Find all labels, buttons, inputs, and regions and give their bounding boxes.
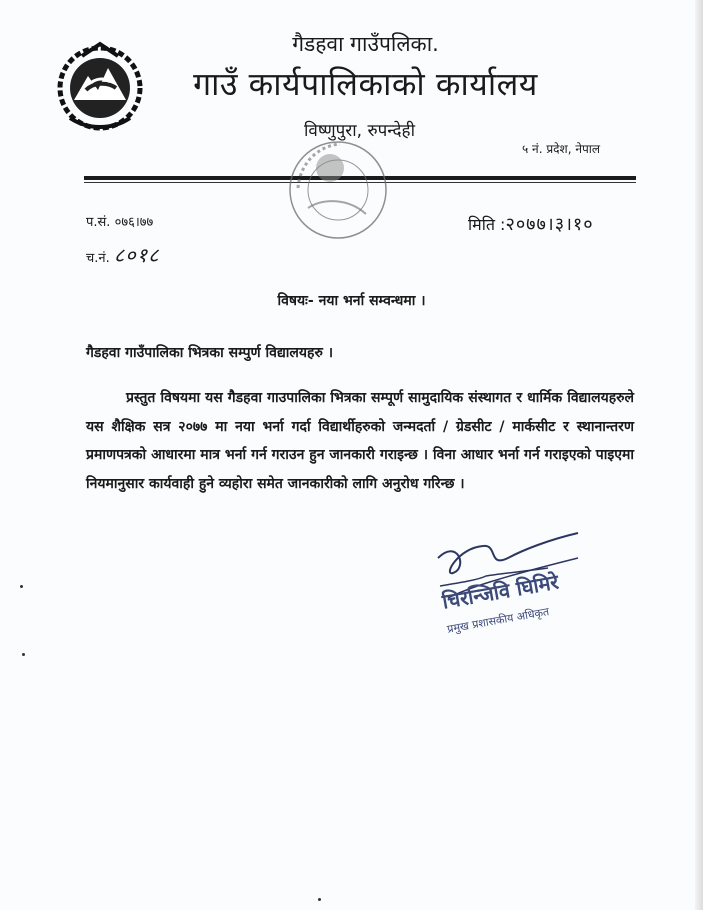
subject-line: विषयः- नया भर्ना सम्वन्धमा । xyxy=(277,293,426,309)
dispatch-value-handwritten: ८०१८ xyxy=(113,243,160,267)
office-location: विष्णुपुरा, रुपन्देही xyxy=(304,121,415,141)
dispatch-number xyxy=(86,241,160,268)
addressee-line: गैडहवा गाउँपालिका भित्रका सम्पुर्ण विद्यालयहरु । xyxy=(86,345,333,361)
province-label: ५ नं. प्रदेश, नेपाल xyxy=(522,142,601,156)
reference-ps: प.सं. ०७६।७७ xyxy=(86,215,154,230)
letter-body xyxy=(86,384,634,498)
signatory-title-stamp: प्रमुख प्रशासकीय अधिकृत xyxy=(446,605,551,636)
dispatch-label: च.नं. xyxy=(86,251,110,266)
date-value: २०७७।३।१० xyxy=(505,214,594,235)
date-label: मिति : xyxy=(468,215,506,234)
signatory-name-stamp: चिरन्जिवि घिमिरे xyxy=(440,569,561,614)
office-title: गाउँ कार्यपालिकाको कार्यालय xyxy=(193,65,538,103)
letter-date xyxy=(468,212,594,236)
scan-speck xyxy=(20,585,23,588)
office-stamp-seal xyxy=(278,128,408,258)
scan-speck xyxy=(22,653,25,656)
municipality-name: गैडहवा गाउँपलिका. xyxy=(292,32,439,56)
scan-speck xyxy=(318,898,321,901)
body-paragraph: प्रस्तुत विषयमा यस गैडहवा गाउपालिका भित्रका सम्पूर्ण सामुदायिक संस्थागत र धार्मिक विद्यालयहरुले यस शैक्षिक सत्र २०७७ मा नया भर्ना गर्दा विद्यार्थीहरुको जन्मदर्ता / ग्रेडसीट / मार्कसीट र स्थानान्तरण प्रमाणपत्रको आधारमा मात्र भर्ना गर्न गराउन हुन जानकारी गराइन्छ । विना आधार भर्ना गर्न गराइएको पाइएमा नियमानुसार कार्यवाही हुने व्यहोरा समेत जानकारीको लागि अनुरोध गरिन्छ । xyxy=(86,390,634,492)
